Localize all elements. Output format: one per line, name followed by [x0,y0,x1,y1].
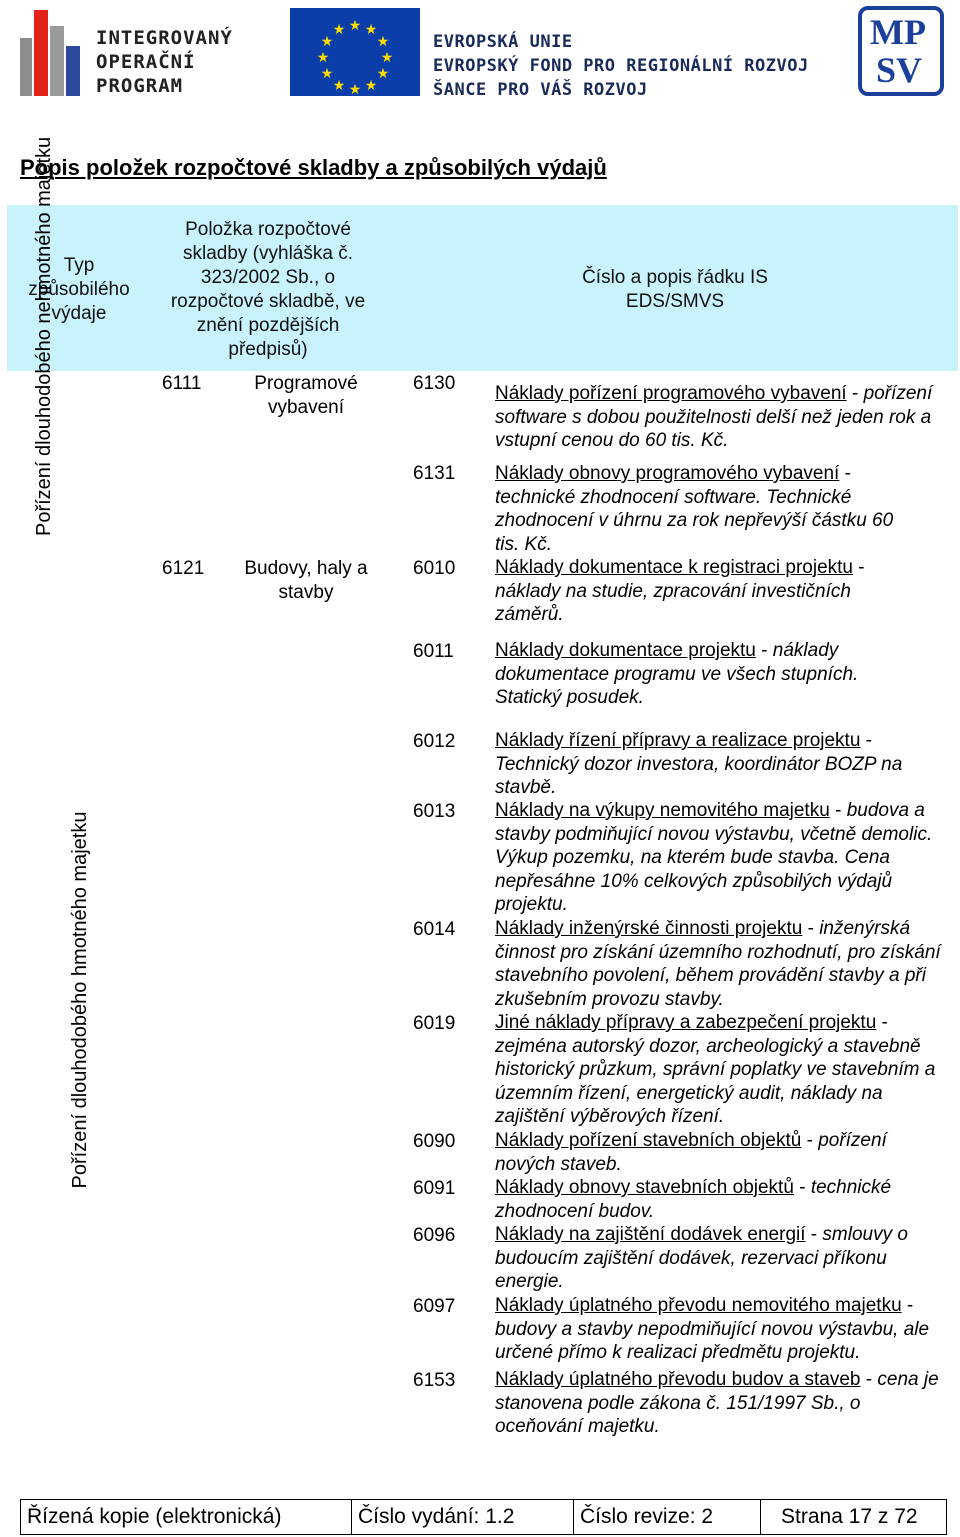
footer-copy: Řízená kopie (elektronická) [21,1500,352,1534]
row-code: 6010 [413,558,456,579]
svg-text:★: ★ [332,78,346,94]
item-name: Budovy, haly a stavby [244,558,368,603]
row-code: 6153 [413,1370,456,1391]
svg-text:★: ★ [364,78,378,94]
svg-text:★: ★ [376,34,390,50]
row-code: 6131 [413,463,456,484]
row-code: 6019 [413,1013,456,1034]
item-code: 6121 [162,558,205,579]
row-code: 6097 [413,1296,456,1317]
row-code: 6014 [413,919,456,940]
row-description: Náklady pořízení programového vybavení - pořízení software s dobou použitelnosti delší než jeden rok a vstupní cenou do 60 tis. Kč. [495,383,933,451]
svg-text:★: ★ [332,22,346,38]
mpsv-logo: MP SV [858,6,944,96]
page-title: Popis položek rozpočtové skladby a způsobilých výdajů [20,155,607,180]
row-description: Náklady na zajištění dodávek energií - smlouvy o budoucím zajištění dodávek, rezervaci příkonu energie. [495,1224,908,1292]
row-code: 6011 [413,641,454,662]
footer-page: Strana 17 z 72 [781,1505,918,1528]
iop-logo-bars [20,10,86,96]
group-label-tangible: Pořízení dlouhodobého hmotného majetku [69,811,91,1189]
row-description: Náklady na výkupy nemovitého majetku - budova a stavby podmiňující novou výstavbu, včetně demolic. Výkup pozemku, na kterém bude stavba. Cena nepřesáhne 10% celkových způsobilých výdajů projektu. [495,800,933,915]
eu-logo-text: EVROPSKÁ UNIE EVROPSKÝ FOND PRO REGIONÁLNÍ ROZVOJ ŠANCE PRO VÁŠ ROZVOJ [433,32,809,100]
row-code: 6091 [413,1178,456,1199]
item-code: 6111 [162,373,202,394]
header-item: Položka rozpočtové skladby (vyhláška č. 323/2002 Sb., o rozpočtové skladbě, ve znění pozdějších předpisů) [170,219,366,360]
svg-text:★: ★ [364,22,378,38]
footer-issue: Číslo vydání: 1.2 [352,1500,574,1534]
row-description: Náklady obnovy stavebních objektů - technické zhodnocení budov. [495,1177,892,1222]
header-type: Typ způsobilého výdaje [28,255,130,324]
group-label-intangible [32,386,56,536]
svg-text:★: ★ [320,66,334,82]
row-description: Náklady pořízení stavebních objektů - pořízení nových staveb. [495,1130,887,1175]
svg-text:★: ★ [316,50,330,66]
row-description: Jiné náklady přípravy a zabezpečení projektu - zejména autorský dozor, archeologický a stavebně historický průzkum, správní poplatky ve stavebním a územním řízení, energetický audit, náklady na zajištění výběrových řízení. [495,1012,936,1127]
svg-text:★: ★ [348,18,362,34]
row-code: 6090 [413,1131,456,1152]
row-description: Náklady úplatného převodu budov a staveb - cena je stanovena podle zákona č. 151/1997 Sb., o oceňování majetku. [495,1369,939,1437]
row-description: Náklady dokumentace projektu - náklady dokumentace programu ve všech stupních. Statický posudek. [495,640,859,708]
row-description: Náklady úplatného převodu nemovitého majetku - budovy a stavby nepodmiňující novou výstavbu, ale určené přímo k realizaci předmětu projektu. [495,1295,930,1363]
row-code: 6013 [413,801,456,822]
item-name: Programové vybavení [254,373,358,418]
svg-text:★: ★ [380,50,394,66]
row-description: Náklady řízení přípravy a realizace projektu - Technický dozor investora, koordinátor BOZP na stavbě. [495,730,903,798]
page-footer [20,1499,947,1535]
row-description: Náklady obnovy programového vybavení - technické zhodnocení software. Technické zhodnocení v úhrnu za rok nepřevýší částku 60 tis. Kč. [495,463,894,555]
eu-flag-logo [290,8,420,96]
header-row: Číslo a popis řádku IS EDS/SMVS [582,267,768,312]
row-code: 6130 [413,373,456,394]
table-header [7,205,958,371]
svg-text:★: ★ [348,82,362,96]
iop-logo-text: INTEGROVANÝ OPERAČNÍ PROGRAM [96,27,233,97]
svg-text:★: ★ [320,34,334,50]
row-description: Náklady dokumentace k registraci projektu - náklady na studie, zpracování investičních záměrů. [495,557,865,625]
svg-text:★: ★ [376,66,390,82]
footer-revision: Číslo revize: 2 [574,1500,761,1534]
row-code: 6012 [413,731,456,752]
row-code: 6096 [413,1225,456,1246]
row-description: Náklady inženýrské činnosti projektu - inženýrská činnost pro získání územního rozhodnutí, pro získání stavebního povolení, během provádění stavby a při zkušebním provozu stavby. [495,918,941,1010]
